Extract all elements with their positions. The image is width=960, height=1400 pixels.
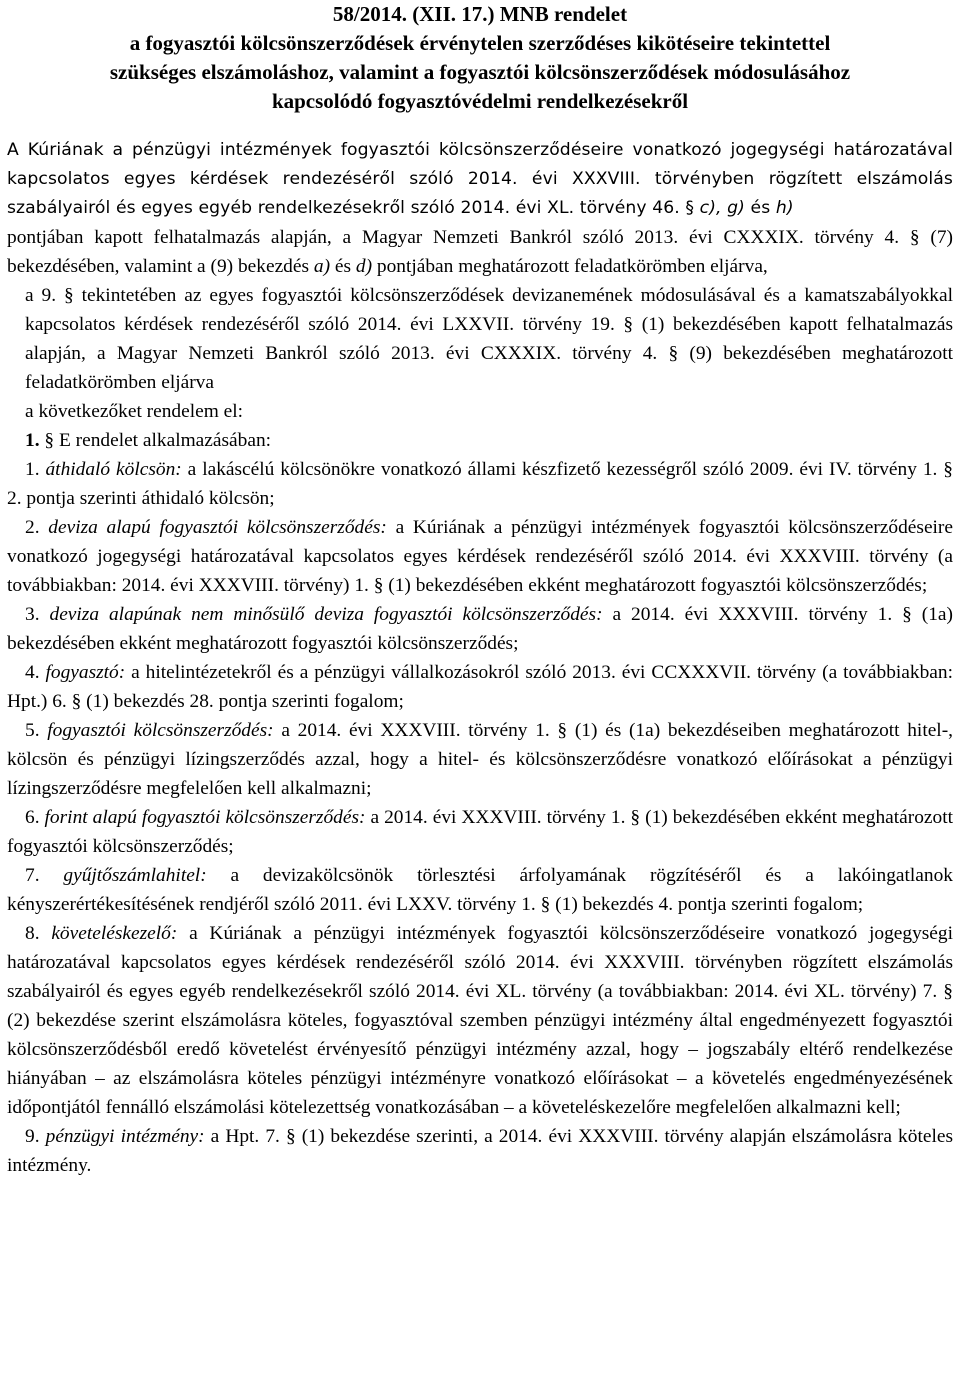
definition-item [7, 513, 953, 600]
document-page [7, 0, 953, 1180]
preamble-italic: a) [313, 256, 331, 277]
preamble-text: és [330, 256, 356, 277]
definition-text: a devizakölcsönök törlesztési árfolyamának rögzítéséről és a lakóingatlanok kényszerértékesítésének rendjéről szóló 2011. évi LXXV. törvény 1. § (1) bekezdés 4. pontja szerinti fogalom; [7, 865, 953, 915]
definition-item [7, 658, 953, 716]
title-line: szükséges elszámoláshoz, valamint a fogyasztói kölcsönszerződések módosulásához [109, 60, 851, 84]
title-line: a fogyasztói kölcsönszerződések érvénytelen szerződéses kikötéseire tekintettel [129, 31, 831, 55]
definition-term: áthidaló kölcsön: [45, 459, 182, 480]
definition-number: 8. [25, 923, 40, 944]
document-title [7, 0, 953, 116]
definition-text: a 2014. évi XXXVIII. törvény 1. § (1) bekezdésében ekként meghatározott fogyasztói kölcsönszerződés; [7, 807, 953, 857]
definition-number: 1. [25, 459, 40, 480]
definition-item [7, 1122, 953, 1180]
title-line: kapcsolódó fogyasztóvédelmi rendelkezésekről [271, 89, 689, 113]
preamble-italic: c), g) [699, 198, 745, 218]
definition-term: pénzügyi intézmény: [45, 1126, 205, 1147]
regulation-number: 58/2014. (XII. 17.) MNB rendelet [332, 2, 628, 26]
definition-item [7, 716, 953, 803]
definition-number: 9. [25, 1126, 40, 1147]
definition-term: gyűjtőszámlahitel: [63, 865, 207, 886]
section-number: 1. [25, 430, 40, 451]
definition-text: a Kúriának a pénzügyi intézmények fogyasztói kölcsönszerződéseire vonatkozó jogegységi határozatával kapcsolatos egyes kérdések rendezéséről szóló 2014. évi XXXVIII. törvényben rögzített elszámolás szabályairól és egyes egyéb rendelkezésekről szóló 2014. évi XL. törvény (a továbbiakban: 2014. évi XL. törvény) 7. § (2) bekezdése szerint elszámolásra köteles, fogyasztóval szemben pénzügyi intézmény által engedményezett fogyasztói kölcsönszerződésből eredő követelést érvényesítő pénzügyi intézmény azzal, hogy – jogszabály eltérő rendelkezése hiányában – az elszámolásra köteles pénzügyi intézményre vonatkozó előírásokat – a követelés engedményezésének időpontjától fennálló elszámolási kötelezettség vonatkozásában – a követeléskezelőre megfelelően alkalmazni kell; [7, 923, 953, 1118]
definition-term: deviza alapúnak nem minősülő deviza fogyasztói kölcsönszerződés: [49, 604, 603, 625]
preamble-italic: d) [355, 256, 373, 277]
definition-term: deviza alapú fogyasztói kölcsönszerződés: [48, 517, 387, 538]
definitions-list [7, 455, 953, 1180]
definition-term: követeléskezelő: [51, 923, 178, 944]
definition-term: fogyasztói kölcsönszerződés: [47, 720, 274, 741]
section-label: § E rendelet alkalmazásában: [39, 430, 272, 451]
definition-item [7, 455, 953, 513]
definition-item [7, 919, 953, 1122]
definition-text: a Kúriának a pénzügyi intézmények fogyasztói kölcsönszerződéseire vonatkozó jogegységi határozatával kapcsolatos egyes kérdések rendezéséről szóló 2014. évi XXXVIII. törvény (a továbbiakban: 2014. évi XXXVIII. törvény) 1. § (1) bekezdésében ekként meghatározott fogyasztói kölcsönszerződés; [7, 517, 953, 596]
definition-term: fogyasztó: [45, 662, 126, 683]
definition-number: 6. [25, 807, 40, 828]
definition-term: forint alapú fogyasztói kölcsönszerződés: [44, 807, 366, 828]
definition-text: a 2014. évi XXXVIII. törvény 1. § (1a) bekezdésében ekként meghatározott fogyasztói kölcsönszerződés; [7, 604, 953, 654]
preamble-italic: h) [775, 198, 794, 218]
definition-text: a Hpt. 7. § (1) bekezdése szerinti, a 2014. évi XXXVIII. törvény alapján elszámolásra köteles intézmény. [7, 1126, 953, 1176]
definition-text: a 2014. évi XXXVIII. törvény 1. § (1) és (1a) bekezdéseiben meghatározott hitel-, kölcsön és pénzügyi lízingszerződés azzal, hogy a hitel- és kölcsönszerződésre vonatkozó előírásokat a pénzügyi lízingszerződésre megfelelően kell alkalmazni; [7, 720, 954, 799]
preamble-text: pontjában kapott felhatalmazás alapján, a Magyar Nemzeti Bankról szóló 2013. évi CXXXIX. törvény 4. § (7) bekezdésében, valamint a (9) bekezdés [7, 227, 953, 277]
definition-item [7, 861, 953, 919]
preamble-text: és [744, 198, 776, 218]
definition-number: 5. [25, 720, 40, 741]
definition-item [7, 600, 953, 658]
definition-number: 7. [25, 865, 40, 886]
definition-number: 4. [25, 662, 40, 683]
definition-item [7, 803, 953, 861]
preamble-paragraph-2: a 9. § tekintetében az egyes fogyasztói kölcsönszerződések devizanemének módosulásával és a kamatszabályokkal kapcsolatos kérdések rendezéséről szóló 2014. évi LXXVII. törvény 19. § (1) bekezdésében kapott felhatalmazás alapján, a Magyar Nemzeti Bankról szóló 2013. évi CXXXIX. törvény 4. § (9) bekezdésében meghatározott feladatkörömben eljárva [25, 285, 953, 393]
definition-number: 3. [25, 604, 40, 625]
definition-text: a hitelintézetekről és a pénzügyi vállalkozásokról szóló 2013. évi CCXXXVII. törvény (a továbbiakban: Hpt.) 6. § (1) bekezdés 28. pontja szerinti fogalom; [7, 662, 953, 712]
preamble-continuation [7, 223, 953, 281]
preamble-paragraph [7, 136, 953, 223]
preamble-text: pontjában meghatározott feladatkörömben eljárva, [372, 256, 768, 277]
definition-number: 2. [25, 517, 40, 538]
enactment-clause: a következőket rendelem el: [25, 401, 244, 422]
preamble-text: A Kúriának a pénzügyi intézmények fogyasztói kölcsönszerződéseire vonatkozó jogegységi határozatával kapcsolatos egyes kérdések rendezéséről szóló 2014. évi XXXVIII. törvényben rögzített elszámolás szabályairól és egyes egyéb rendelkezésekről szóló 2014. évi XL. törvény 46. § [7, 140, 953, 218]
definition-text: a lakáscélú kölcsönökre vonatkozó állami készfizető kezességről szóló 2009. évi IV. törvény 1. § 2. pontja szerinti áthidaló kölcsön; [7, 459, 954, 509]
section-heading [7, 426, 953, 455]
